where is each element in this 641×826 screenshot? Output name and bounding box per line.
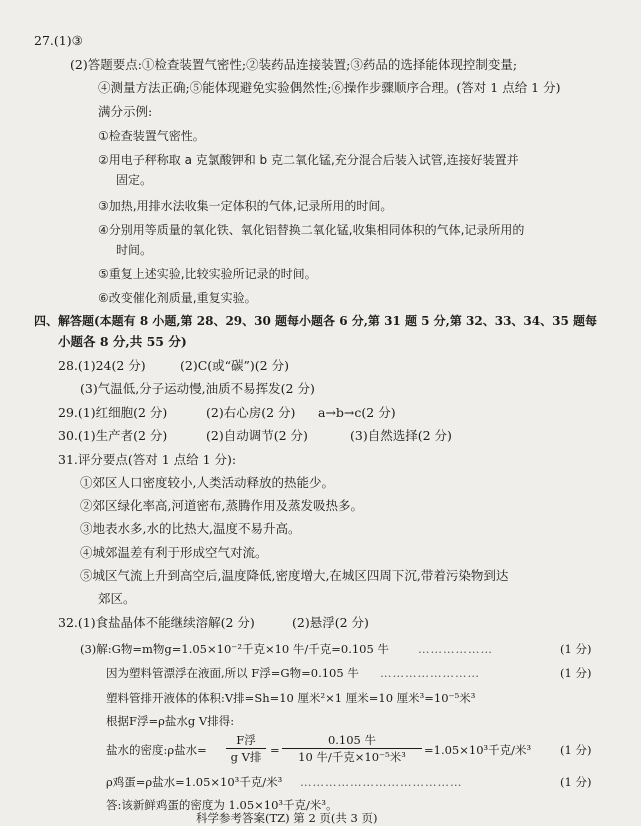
- q31-point1: ①郊区人口密度较小,人类活动释放的热能少。: [80, 475, 334, 490]
- q27-step2-a: ②用电子秤称取 a 克氯酸钾和 b 克二氧化锰,充分混合后装入试管,连接好装置并: [98, 153, 519, 167]
- fraction-1-denominator: g V排: [230, 750, 262, 764]
- dotted-leader: ………………: [418, 642, 493, 656]
- page-footer: 科学参考答案(TZ) 第 2 页(共 3 页): [196, 811, 378, 825]
- section4-heading-line1: 四、解答题(本题有 8 小题,第 28、29、30 题每小题各 6 分,第 31 题 5 分,第 32、33、34、35 题每: [34, 314, 597, 328]
- equals-sign: =: [270, 743, 280, 757]
- fraction-bar: [226, 748, 266, 749]
- q32-score-2: (1 分): [560, 666, 592, 680]
- q31-point5-b: 郊区。: [98, 591, 136, 606]
- q27-step4-b: 时间。: [116, 243, 153, 257]
- q30-part2: (2)自动调节(2 分): [206, 428, 308, 443]
- q32-answer: 答:该新鲜鸡蛋的密度为 1.05×10³千克/米³。: [106, 798, 338, 812]
- q27-points-line2: ④测量方法正确;⑤能体现避免实验偶然性;⑥操作步骤顺序合理。(答对 1 点给 1 分): [98, 80, 561, 95]
- q31-point3: ③地表水多,水的比热大,温度不易升高。: [80, 521, 301, 536]
- q27-step5: ⑤重复上述实验,比较实验所记录的时间。: [98, 267, 317, 281]
- q29-part2: (2)右心房(2 分): [206, 405, 296, 420]
- q32-part1: 32.(1)食盐晶体不能继续溶解(2 分): [58, 615, 255, 630]
- dotted-leader: ……………………: [380, 666, 480, 680]
- q32-density-result: =1.05×10³千克/米³: [424, 743, 532, 757]
- q28-part2: (2)C(或“碳”)(2 分): [180, 358, 289, 373]
- q32-score-1: (1 分): [560, 642, 592, 656]
- q27-step6: ⑥改变催化剂质量,重复实验。: [98, 291, 257, 305]
- section4-heading-line2: 小题各 8 分,共 55 分): [58, 334, 187, 349]
- q32-calc-buoyancy: 因为塑料管漂浮在液面,所以 F浮=G物=0.105 牛: [106, 666, 359, 680]
- fraction-1-numerator: F浮: [236, 733, 256, 747]
- q27-step3: ③加热,用排水法收集一定体积的气体,记录所用的时间。: [98, 199, 393, 213]
- q31-point2: ②郊区绿化率高,河道密布,蒸腾作用及蒸发吸热多。: [80, 498, 363, 513]
- q32-part2: (2)悬浮(2 分): [292, 615, 369, 630]
- q28-part1: 28.(1)24(2 分): [58, 358, 146, 373]
- q27-head: 27.(1)③: [34, 33, 83, 48]
- q30-part1: 30.(1)生产者(2 分): [58, 428, 168, 443]
- q28-part3: (3)气温低,分子运动慢,油质不易挥发(2 分): [80, 381, 315, 396]
- q32-calc-gravity: (3)解:G物=m物g=1.05×10⁻²千克×10 牛/千克=0.105 牛: [80, 642, 389, 656]
- q32-egg-density: ρ鸡蛋=ρ盐水=1.05×10³千克/米³: [106, 775, 283, 789]
- q27-example-label: 满分示例:: [98, 104, 153, 119]
- q27-step2-b: 固定。: [116, 173, 153, 187]
- fraction-bar: [282, 748, 422, 749]
- q32-score-3: (1 分): [560, 743, 592, 757]
- q29-part3: a→b→c(2 分): [318, 405, 396, 420]
- q31-head: 31.评分要点(答对 1 点给 1 分):: [58, 452, 237, 467]
- q30-part3: (3)自然选择(2 分): [350, 428, 452, 443]
- q32-calc-formula: 根据F浮=ρ盐水g V排得:: [106, 714, 235, 728]
- fraction-2-numerator: 0.105 牛: [327, 733, 377, 747]
- dotted-leader: …………………………………: [300, 775, 463, 789]
- q27-step4-a: ④分别用等质量的氧化铁、氧化铝替换二氧化锰,收集相同体积的气体,记录所用的: [98, 223, 525, 237]
- q32-score-4: (1 分): [560, 775, 592, 789]
- q31-point5-a: ⑤城区气流上升到高空后,温度降低,密度增大,在城区四周下沉,带着污染物到达: [80, 568, 509, 583]
- q32-calc-volume: 塑料管排开液体的体积:V排=Sh=10 厘米²×1 厘米=10 厘米³=10⁻⁵米³: [106, 691, 476, 705]
- q27-step1: ①检查装置气密性。: [98, 129, 205, 143]
- fraction-2-denominator: 10 牛/千克×10⁻⁵米³: [298, 750, 406, 764]
- q32-density-label: 盐水的密度:ρ盐水=: [106, 743, 207, 757]
- q29-part1: 29.(1)红细胞(2 分): [58, 405, 168, 420]
- q27-points-line1: (2)答题要点:①检查装置气密性;②装药品连接装置;③药品的选择能体现控制变量;: [70, 57, 518, 72]
- q31-point4: ④城郊温差有利于形成空气对流。: [80, 545, 268, 560]
